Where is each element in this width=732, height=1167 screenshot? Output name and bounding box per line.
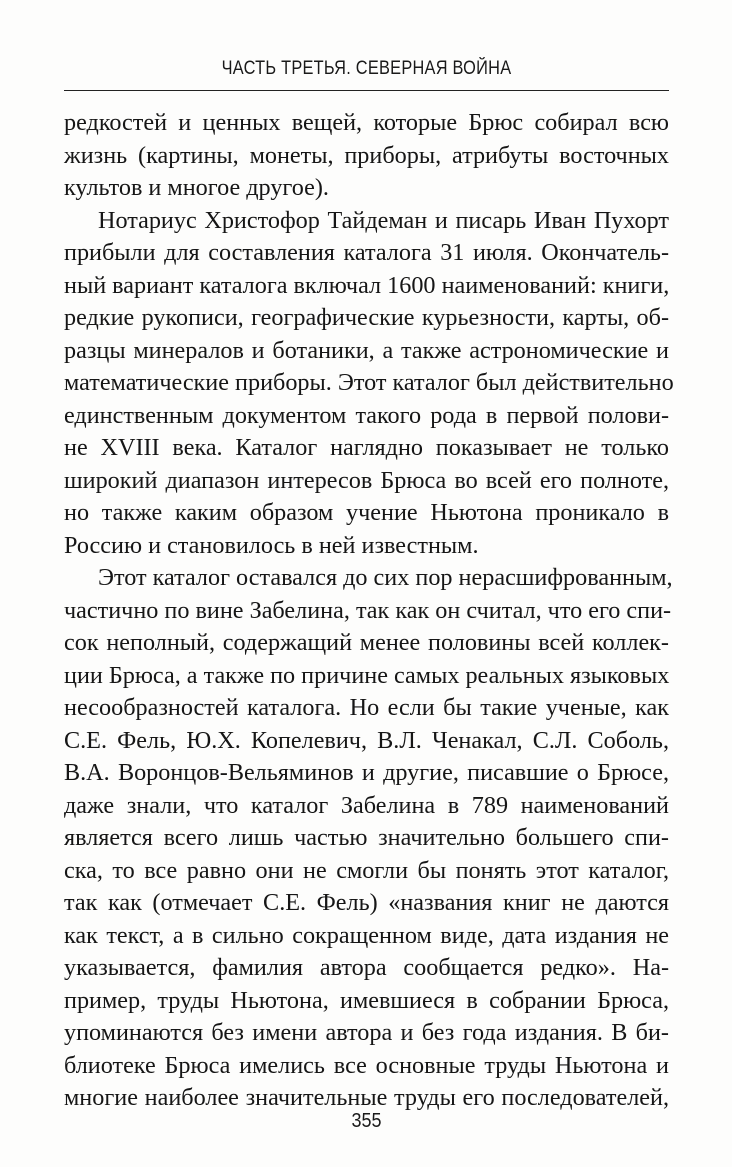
body-text — [64, 107, 674, 1115]
text-line: упоминаются без имени автора и без года издания. В би- — [64, 1019, 669, 1046]
text-line: сок неполный, содержащий менее половины всей коллек- — [64, 629, 669, 656]
text-line: многие наиболее значительные труды его последователей, — [64, 1084, 669, 1111]
text-line: ции Брюса, а также по причине самых реальных языковых — [64, 661, 670, 689]
text-line: В.А. Воронцов-Вельяминов и другие, писавшие о Брюсе, — [64, 759, 669, 786]
text-line: широкий диапазон интересов Брюса во всей его полноте, — [64, 466, 669, 494]
text-line: Нотариус Христофор Тайдеман и писарь Иван Пухорт — [98, 206, 669, 234]
text-line: даже знали, что каталог Забелина в 789 наименований — [64, 791, 669, 819]
text-line: пример, труды Ньютона, имевшиеся в собрании Брюса, — [64, 986, 669, 1014]
page-number: 355 — [351, 1110, 382, 1132]
text-line: как текст, а в сильно сокращенном виде, дата издания не — [64, 921, 669, 949]
text-line: Этот каталог оставался до сих пор нерасшифрованным, — [98, 564, 673, 591]
text-line: культов и многое другое). — [64, 174, 329, 201]
text-line: так как (отмечает С.Е. Фель) «названия книг не даются — [64, 889, 669, 916]
text-line: редкостей и ценных вещей, которые Брюс собирал всю — [64, 109, 669, 136]
header-rule — [64, 90, 669, 91]
text-line: ска, то все равно они не смогли бы понять этот каталог, — [64, 856, 669, 884]
text-line: ный вариант каталога включал 1600 наименований: книги, — [64, 271, 670, 299]
text-line: указывается, фамилия автора сообщается редко». На- — [64, 954, 669, 981]
running-header: ЧАСТЬ ТРЕТЬЯ. СЕВЕРНАЯ ВОЙНА — [221, 58, 512, 79]
text-line: единственным документом такого рода в первой полови- — [64, 401, 669, 429]
text-line: прибыли для составления каталога 31 июля. Окончатель- — [64, 239, 669, 266]
text-line: Россию и становилось в ней известным. — [64, 531, 479, 559]
text-line: не XVIII века. Каталог наглядно показывает не только — [64, 434, 669, 461]
text-line: С.Е. Фель, Ю.Х. Копелевич, В.Л. Ченакал, С.Л. Соболь, — [64, 726, 669, 754]
text-line: блиотеке Брюса имелись все основные труды Ньютона и — [64, 1051, 669, 1079]
text-line: жизнь (картины, монеты, приборы, атрибуты восточных — [64, 141, 669, 169]
text-line: несообразностей каталога. Но если бы такие ученые, как — [64, 694, 669, 721]
text-line: математические приборы. Этот каталог был действительно — [64, 369, 674, 396]
text-line: разцы минералов и ботаники, а также астрономические и — [64, 336, 669, 364]
text-line: является всего лишь частью значительно большего спи- — [64, 824, 669, 851]
text-line: редкие рукописи, географические курьезности, карты, об- — [64, 304, 669, 331]
text-line: частично по вине Забелина, так как он считал, что его спи- — [64, 596, 672, 624]
text-line: но также каким образом учение Ньютона проникало в — [64, 499, 669, 526]
